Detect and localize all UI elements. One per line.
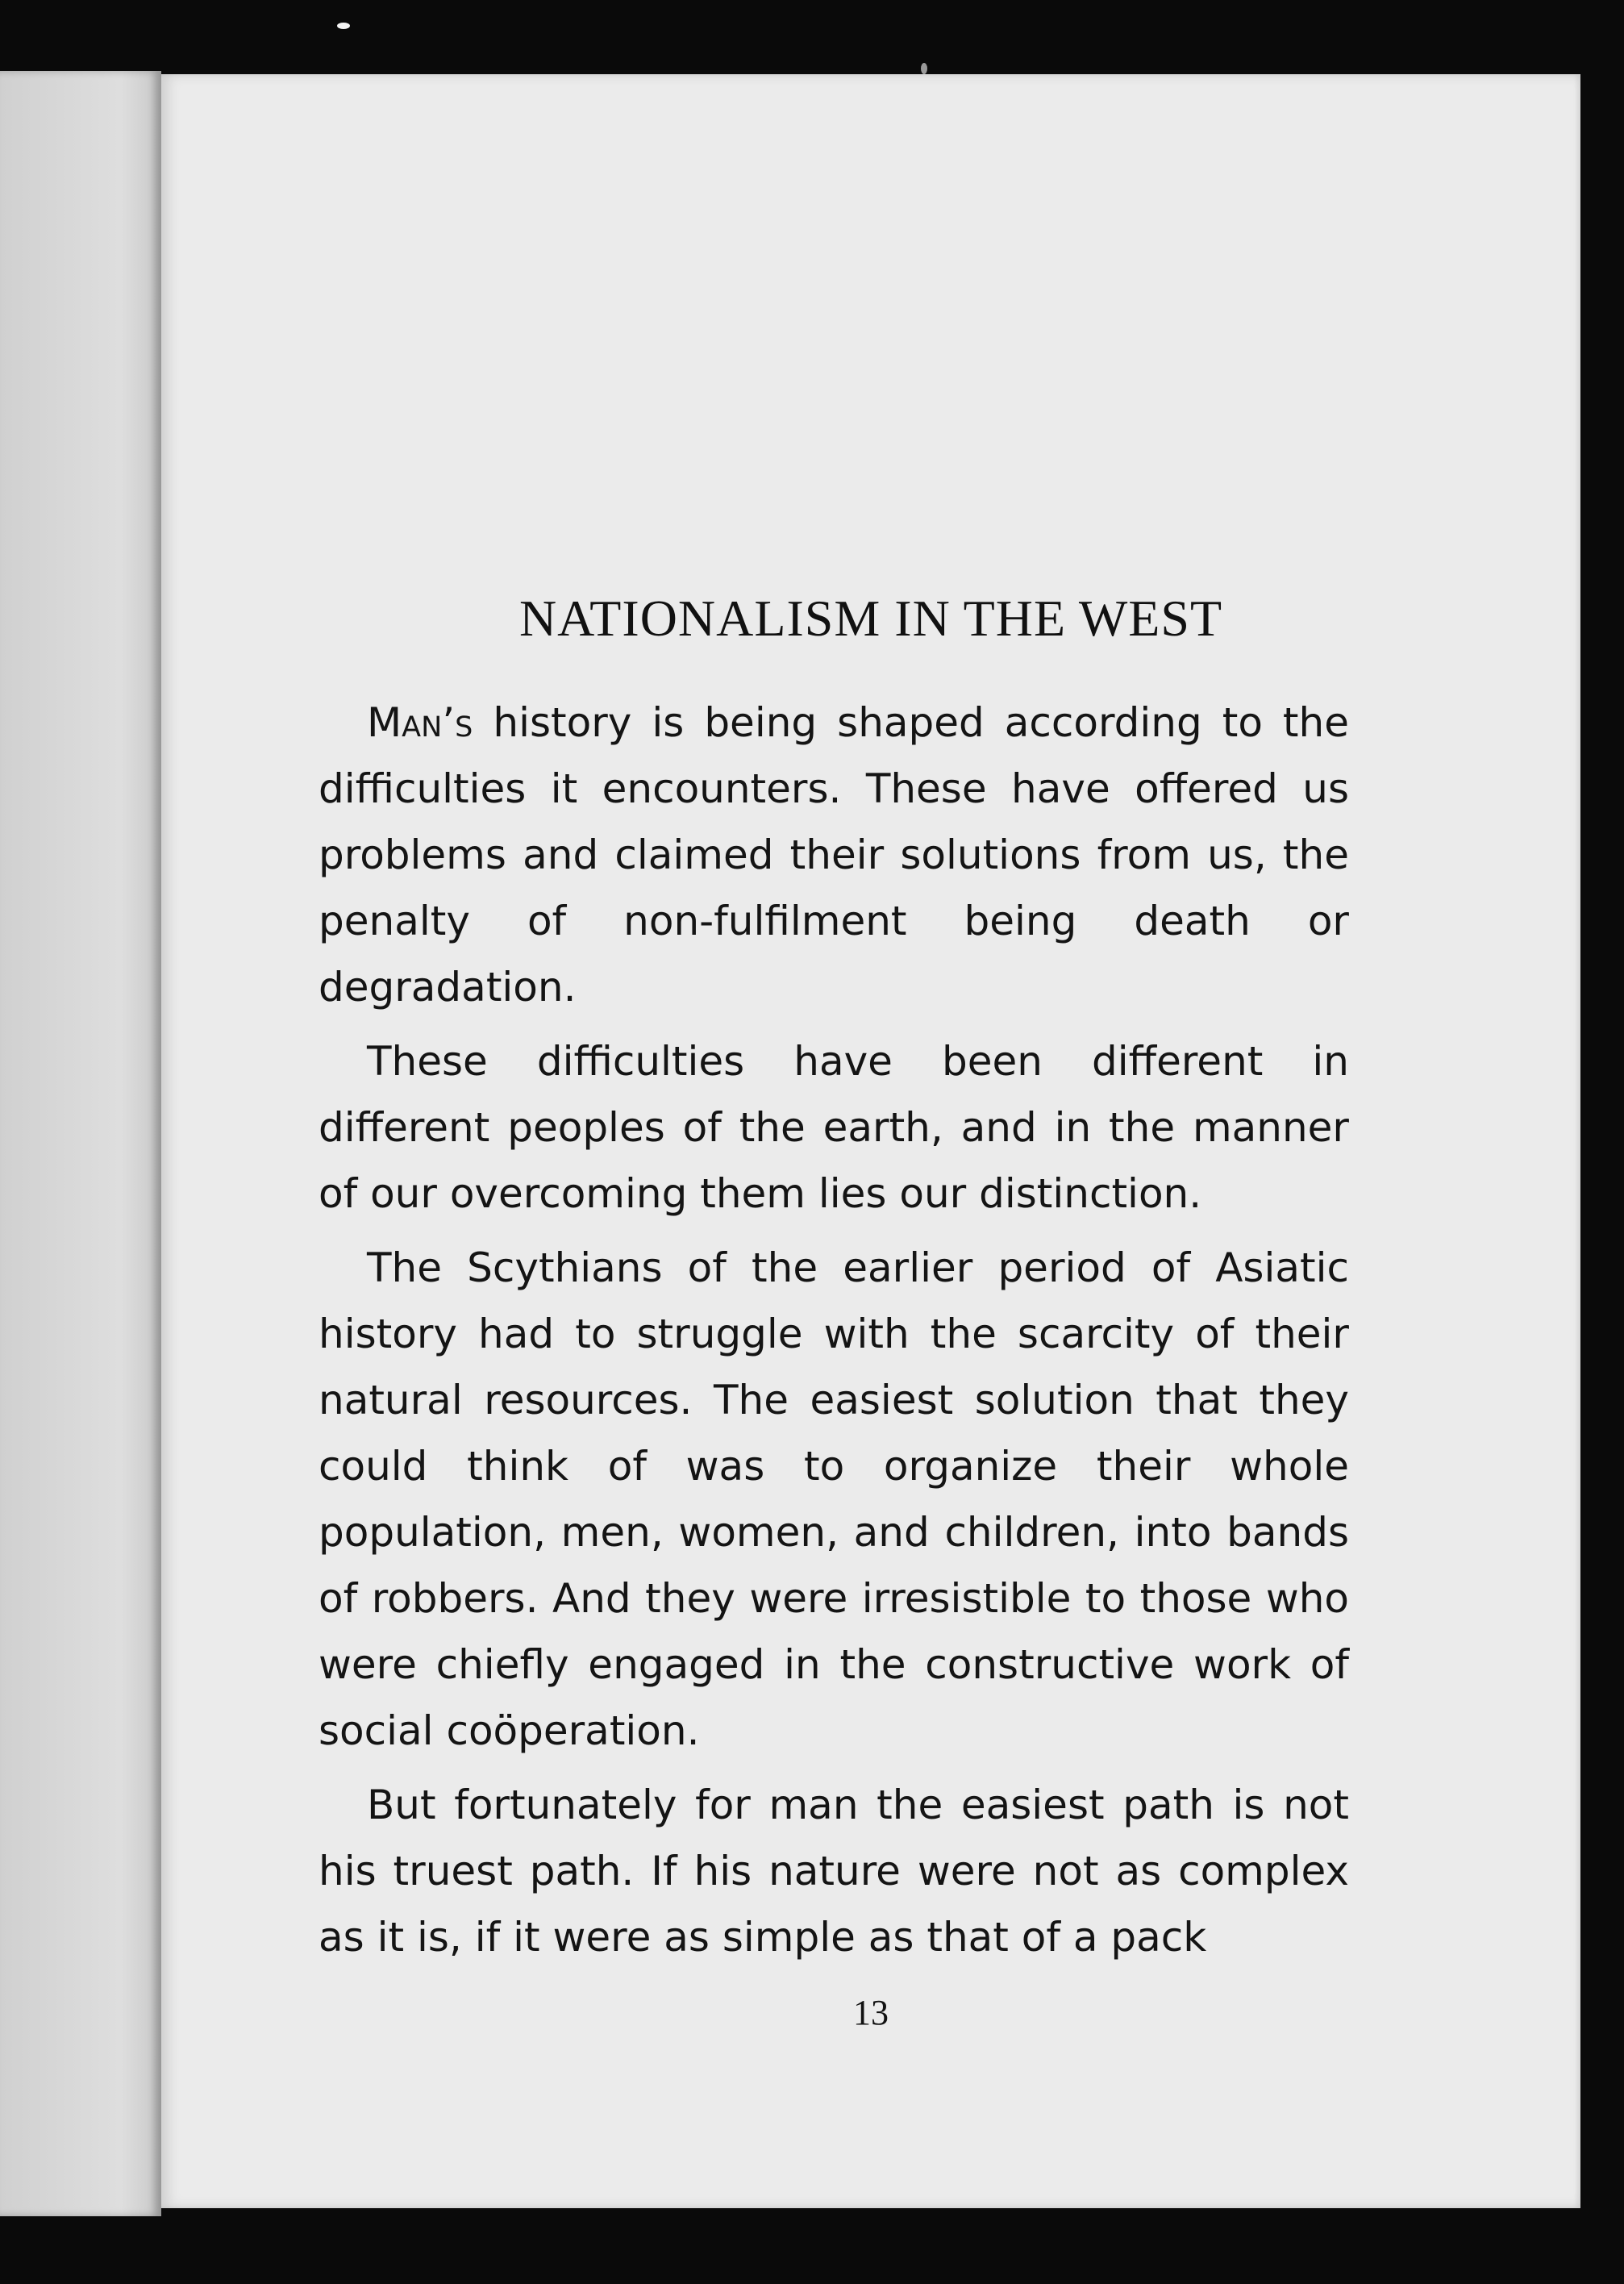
page-number: 13 xyxy=(853,1993,889,2032)
scan-speck xyxy=(337,23,350,29)
paragraph-text: But fortunately for man the easiest path is not his truest path. If his nature were not as complex as it is, if it were as simple as that of a pack xyxy=(319,1782,1349,1961)
paragraph xyxy=(319,1028,1349,1227)
paragraph-text: The Scythians of the earlier period of Asiatic history had to struggle with the scarcity of their natural resources. The easiest solution that they could think of was to organize their whole population, men, women, and children, into bands of robbers. And they were irresistible to those who were chiefly engaged in the constructive work of social coöperation. xyxy=(319,1244,1349,1754)
paragraph xyxy=(319,690,1349,1020)
body-text xyxy=(319,690,1349,1978)
chapter-title: NATIONALISM IN THE WEST xyxy=(518,590,1223,647)
facing-page-edge xyxy=(0,71,161,2216)
paragraph-text: history is being shaped according to the difficulties it encounters. These have offered us problems and claimed their solutions from us, the penalty of non-fulfilment being death or degradation. xyxy=(319,699,1349,1011)
paragraph-lead: Man’s xyxy=(367,699,473,746)
scan-speck xyxy=(921,63,927,74)
paragraph xyxy=(319,1772,1349,1970)
paragraph-text: These difficulties have been different in different peoples of the earth, and in the manner of our overcoming them lies our distinction. xyxy=(319,1038,1349,1217)
paragraph xyxy=(319,1235,1349,1764)
